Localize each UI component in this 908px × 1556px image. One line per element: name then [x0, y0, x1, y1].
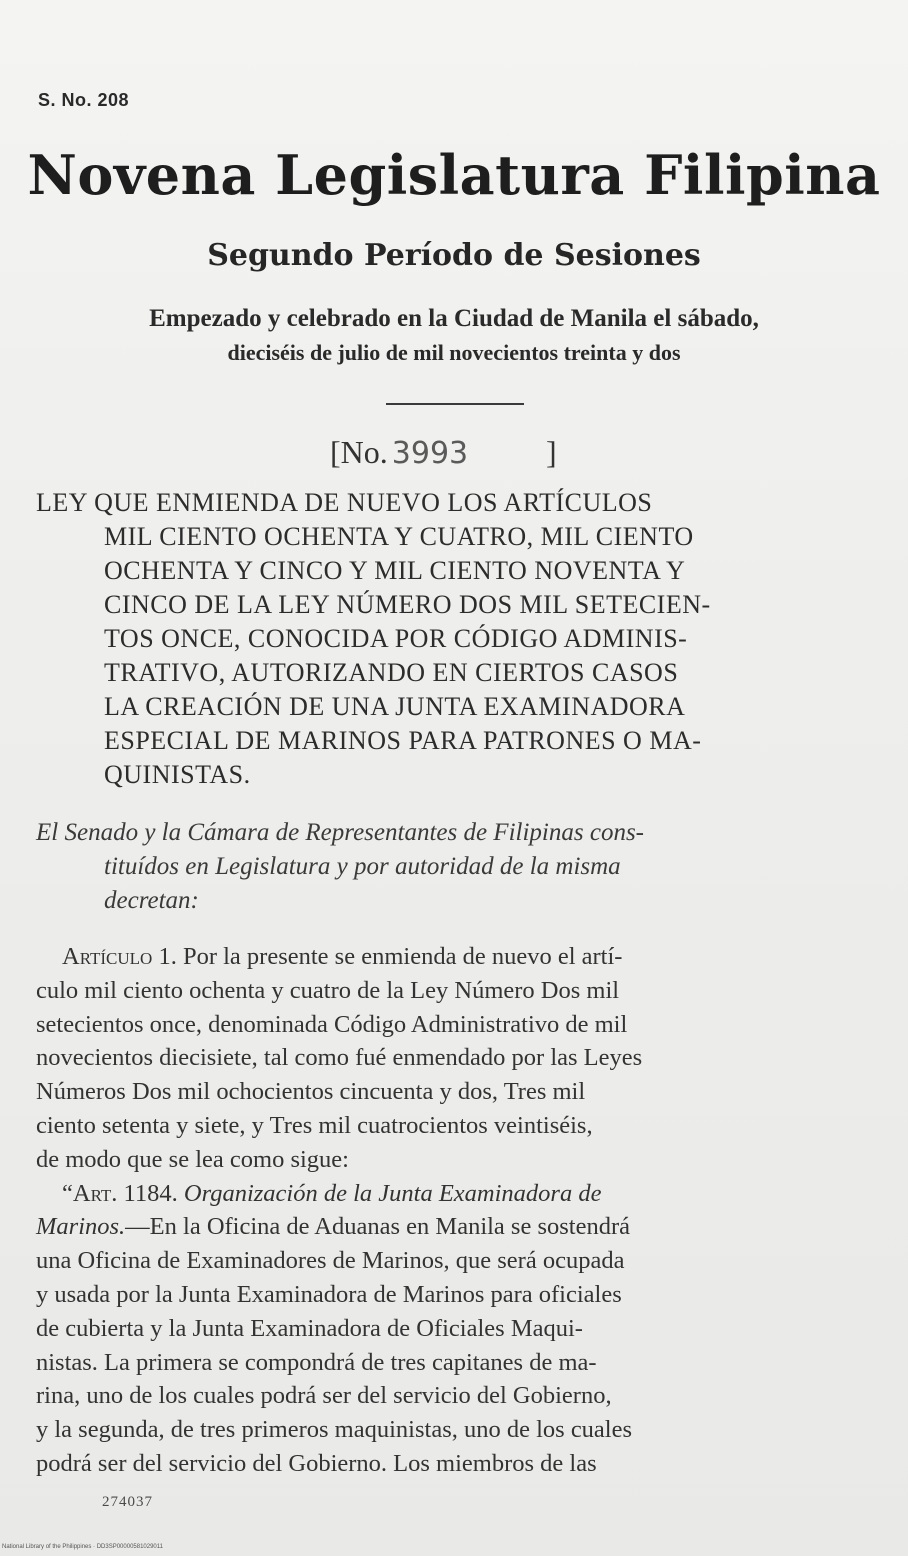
body-line: culo mil ciento ochenta y cuatro de la Ley Número Dos mil [36, 976, 620, 1004]
article-1-text: Por la presente se enmienda de nuevo el artí- [182, 943, 623, 970]
body-text [36, 940, 866, 1481]
scan-credit: National Library of the Philippines · DD3SP00000581029011 [2, 1544, 163, 1550]
body-line: podrá ser del servicio del Gobierno. Los miembros de las [36, 1449, 597, 1477]
article-1-first-line [36, 940, 866, 974]
art-1184-title-end: Marinos. [36, 1213, 126, 1241]
act-number [330, 432, 590, 474]
legislature-title: Novena Legislatura Filipina [27, 143, 881, 207]
session-title: Segundo Período de Sesiones [207, 238, 701, 273]
caption-line: LEY QUE ENMIENDA DE NUEVO LOS ARTÍCULOS [36, 488, 653, 517]
enacting-clause [36, 816, 866, 918]
bill-number: S. No. 208 [38, 90, 130, 110]
article-1-label: Artículo 1. [62, 943, 177, 970]
act-number-suffix: ] [546, 434, 557, 470]
caption-line: MIL CIENTO OCHENTA Y CUATRO, MIL CIENTO [104, 522, 694, 551]
caption-line: CINCO DE LA LEY NÚMERO DOS MIL SETECIEN- [104, 590, 711, 619]
caption-line: TOS ONCE, CONOCIDA POR CÓDIGO ADMINIS- [104, 624, 688, 653]
act-number-value: 3993 [391, 436, 469, 471]
print-number: 274037 [102, 1494, 153, 1510]
body-line: una Oficina de Examinadores de Marinos, que será ocupada [36, 1247, 625, 1275]
caption-line: LA CREACIÓN DE UNA JUNTA EXAMINADORA [104, 692, 686, 721]
art-1184-text: —En la Oficina de Aduanas en Manila se sostendrá [125, 1213, 630, 1241]
body-line: setecientos once, denominada Código Administrativo de mil [36, 1010, 628, 1038]
act-number-prefix: [No. [330, 434, 388, 470]
caption-line: QUINISTAS. [104, 760, 251, 789]
art-1184-second-line [36, 1210, 866, 1244]
divider-rule [386, 403, 524, 405]
body-line: rina, uno de los cuales podrá ser del servicio del Gobierno, [36, 1382, 612, 1410]
act-caption [36, 486, 866, 792]
art-1184-first-line [36, 1177, 866, 1211]
body-line: de modo que se lea como sigue: [36, 1145, 349, 1173]
body-line: ciento setenta y siete, y Tres mil cuatrocientos veintiséis, [36, 1111, 593, 1139]
convened-statement [0, 302, 908, 370]
body-line: Números Dos mil ochocientos cincuenta y dos, Tres mil [36, 1078, 586, 1106]
caption-line: TRATIVO, AUTORIZANDO EN CIERTOS CASOS [104, 658, 679, 687]
body-line: nistas. La primera se compondrá de tres capitanes de ma- [36, 1348, 597, 1376]
art-1184-label: “Art. 1184. [62, 1179, 178, 1207]
convened-line-1: Empezado y celebrado en la Ciudad de Manila el sábado, [149, 305, 759, 332]
body-line: novecientos diecisiete, tal como fué enmendado por las Leyes [36, 1044, 643, 1072]
caption-line: OCHENTA Y CINCO Y MIL CIENTO NOVENTA Y [104, 556, 686, 585]
body-line: y usada por la Junta Examinadora de Marinos para oficiales [36, 1280, 622, 1308]
art-1184-title: Organización de la Junta Examinadora de [183, 1179, 602, 1207]
enacting-line: El Senado y la Cámara de Representantes de Filipinas cons- [36, 819, 644, 846]
caption-line: ESPECIAL DE MARINOS PARA PATRONES O MA- [104, 726, 702, 755]
enacting-line: decretan: [104, 887, 199, 914]
enacting-line: tituídos en Legislatura y por autoridad de la misma [104, 853, 621, 880]
body-line: y la segunda, de tres primeros maquinistas, uno de los cuales [36, 1416, 633, 1444]
convened-line-2: dieciséis de julio de mil novecientos treinta y dos [227, 340, 681, 365]
body-line: de cubierta y la Junta Examinadora de Oficiales Maqui- [36, 1314, 583, 1342]
